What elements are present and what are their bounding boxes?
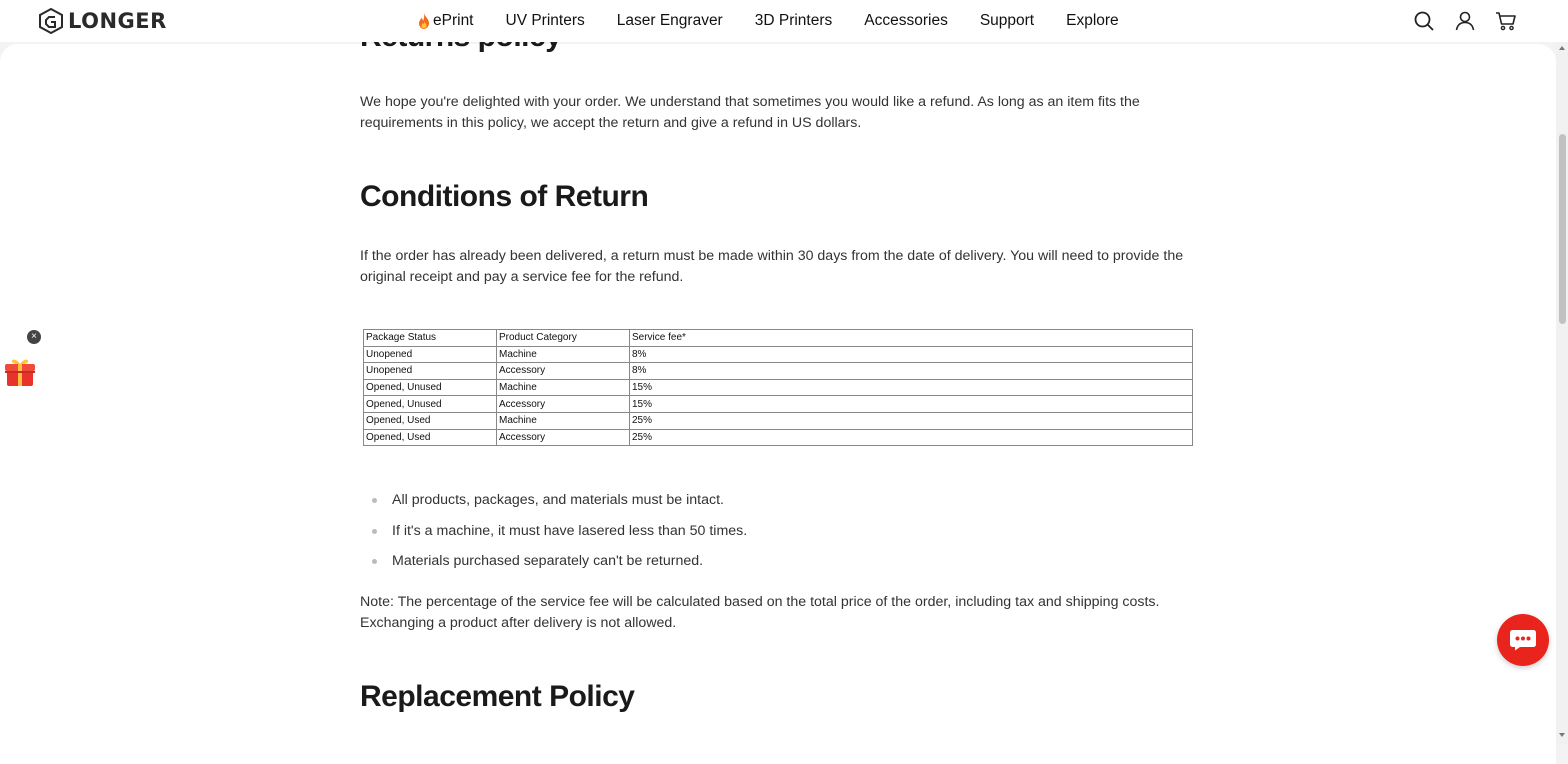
table-cell: Unopened (364, 346, 497, 363)
table-cell: Opened, Unused (364, 379, 497, 396)
service-fee-note: Note: The percentage of the service fee will be calculated based on the total price of the order, including tax and shipping costs. Exchanging a product after delivery is not allowed. (360, 594, 1160, 631)
replacement-policy-heading: Replacement Policy (360, 680, 635, 713)
flame-icon (418, 13, 430, 29)
table-row (364, 363, 1193, 380)
nav-3d-printers[interactable]: 3D Printers (754, 12, 833, 29)
header-actions (1395, 9, 1518, 33)
list-item: If it's a machine, it must have lasered less than 50 times. (372, 521, 747, 552)
bullet-dot-icon (372, 559, 377, 564)
returns-intro-text: We hope you're delighted with your order. We understand that sometimes you would like a refund. As long as an item fits the requirements in this policy, we accept the return and give a refund in US dollars. (360, 94, 1140, 131)
conditions-text: If the order has already been delivered, a return must be made within 30 days from the date of delivery. You will need to provide the original receipt and pay a service fee for the refund. (360, 248, 1184, 285)
return-requirements-list (372, 490, 747, 582)
table-header-cell: Package Status (364, 330, 497, 347)
nav-support[interactable]: Support (979, 12, 1035, 29)
logo[interactable] (38, 7, 167, 35)
table-row (364, 346, 1193, 363)
search-icon[interactable] (1412, 9, 1436, 33)
table-header-cell: Product Category (497, 330, 630, 347)
longer-logo-icon (38, 8, 64, 34)
table-cell: 15% (630, 379, 1193, 396)
table-cell: Unopened (364, 363, 497, 380)
list-item: Materials purchased separately can't be returned. (372, 551, 747, 582)
scroll-down-arrow-icon[interactable] (1559, 733, 1565, 737)
table-cell: Opened, Unused (364, 396, 497, 413)
nav-eprint-label: ePrint (433, 12, 474, 29)
table-row (364, 429, 1193, 446)
bullet-dot-icon (372, 529, 377, 534)
nav-laser-engraver[interactable]: Laser Engraver (616, 12, 723, 29)
table-row (364, 396, 1193, 413)
nav-uv-printers[interactable]: UV Printers (505, 12, 585, 29)
cart-icon[interactable] (1494, 9, 1518, 33)
table-cell: Machine (497, 379, 630, 396)
logo-text: LONGER (68, 9, 167, 33)
list-item: All products, packages, and materials must be intact. (372, 490, 747, 521)
nav-explore[interactable]: Explore (1066, 12, 1119, 29)
table-header-cell: Service fee* (630, 330, 1193, 347)
table-cell: Accessory (497, 396, 630, 413)
service-fee-table (363, 329, 1193, 446)
chat-button[interactable] (1497, 614, 1549, 666)
table-cell: Accessory (497, 363, 630, 380)
table-cell: Opened, Used (364, 412, 497, 429)
table-cell: 8% (630, 363, 1193, 380)
nav-accessories[interactable]: Accessories (864, 12, 948, 29)
table-cell: 15% (630, 396, 1193, 413)
conditions-heading: Conditions of Return (360, 180, 649, 213)
scrollbar-thumb[interactable] (1559, 134, 1566, 324)
table-row (364, 412, 1193, 429)
table-cell: 25% (630, 412, 1193, 429)
chat-icon (1509, 629, 1537, 651)
gift-close-icon[interactable]: × (27, 330, 41, 344)
scroll-up-arrow-icon[interactable] (1559, 46, 1565, 50)
table-cell: Accessory (497, 429, 630, 446)
table-row (364, 379, 1193, 396)
table-header-row (364, 330, 1193, 347)
account-icon[interactable] (1453, 9, 1477, 33)
gift-icon[interactable] (4, 356, 36, 388)
table-cell: Machine (497, 346, 630, 363)
bullet-dot-icon (372, 498, 377, 503)
table-cell: 25% (630, 429, 1193, 446)
site-header (0, 0, 1568, 42)
nav-eprint[interactable] (418, 12, 474, 30)
table-cell: Machine (497, 412, 630, 429)
table-cell: 8% (630, 346, 1193, 363)
table-cell: Opened, Used (364, 429, 497, 446)
main-nav (418, 0, 1151, 42)
